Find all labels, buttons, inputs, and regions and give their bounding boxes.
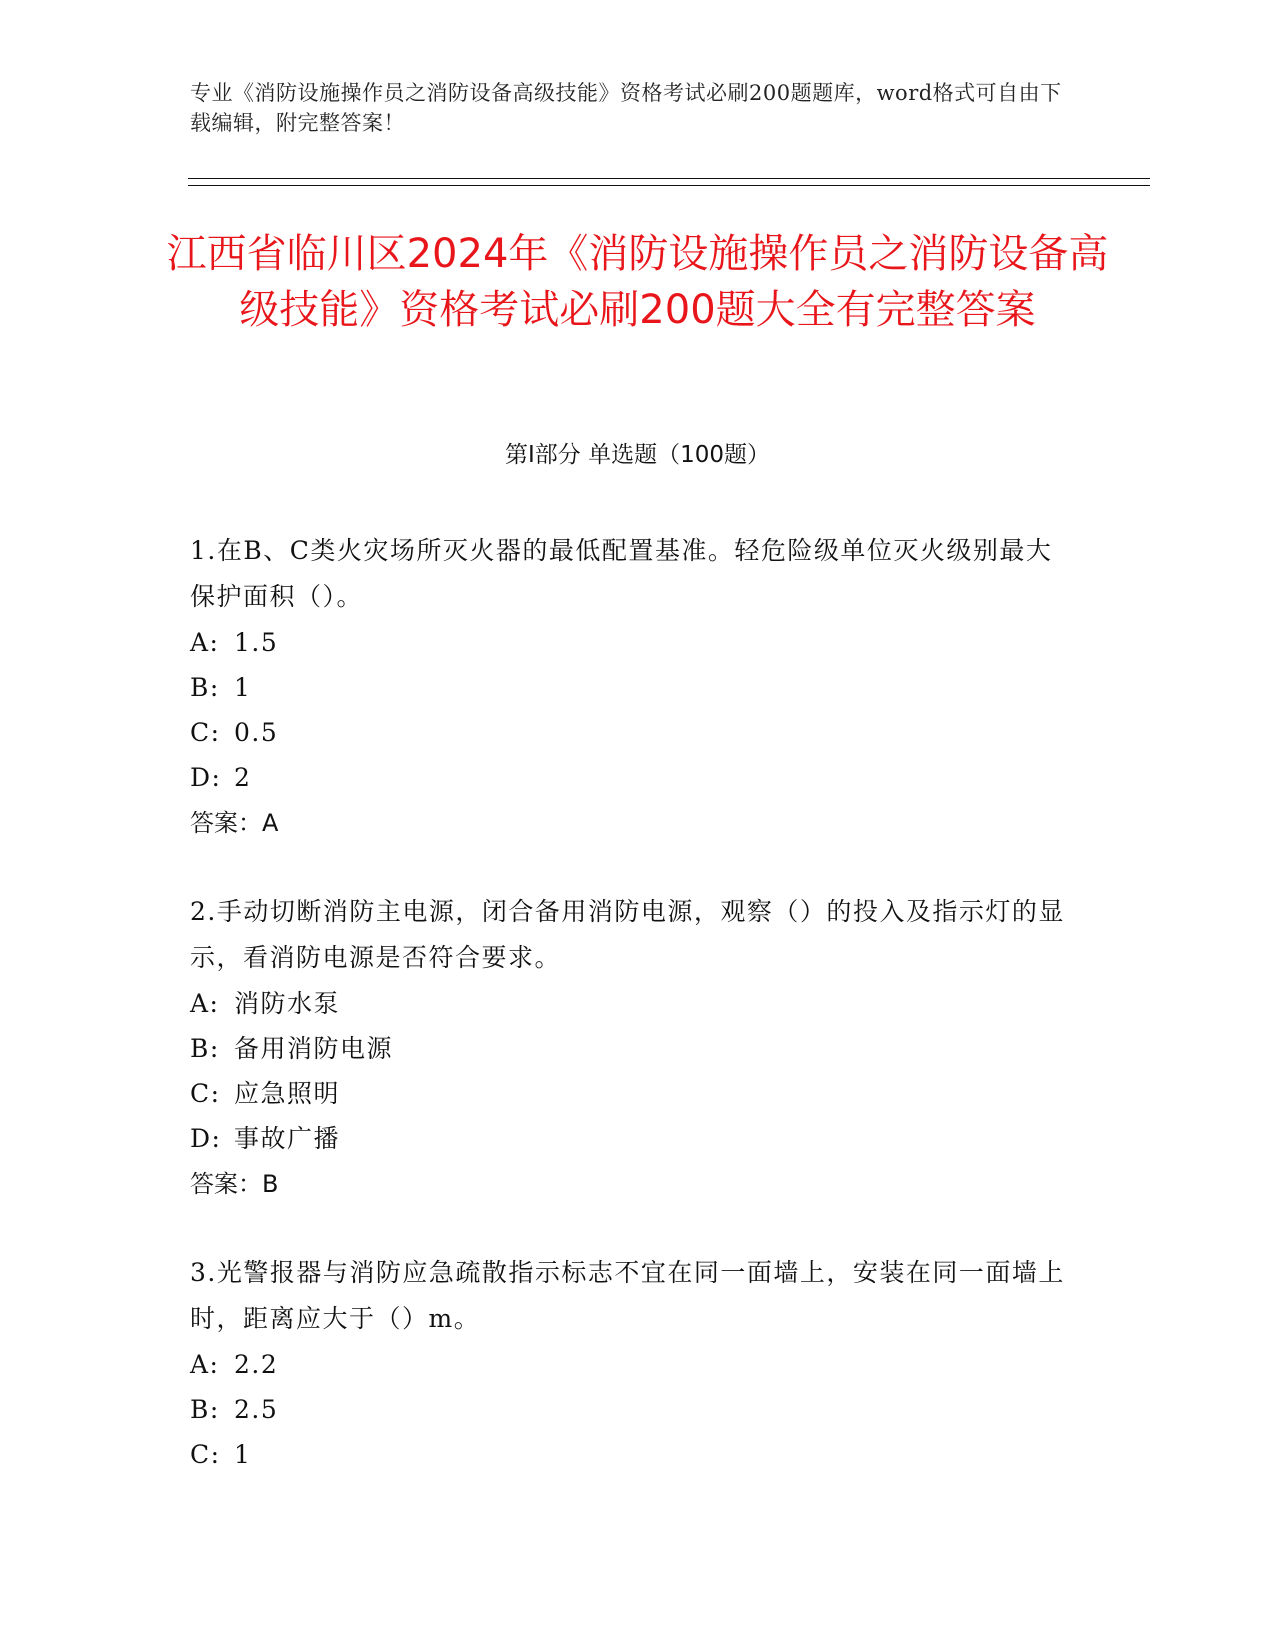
- header-divider-top: [188, 178, 1150, 179]
- question-3: [190, 1250, 1070, 1477]
- question-list: [190, 528, 1070, 1520]
- option-letter: A:: [190, 1350, 220, 1379]
- option-a: [190, 1342, 1070, 1387]
- header-divider-bottom: [188, 185, 1150, 186]
- option-c: [190, 710, 1070, 755]
- option-letter: A:: [190, 989, 220, 1018]
- option-a: [190, 981, 1070, 1026]
- option-text: 1.5: [234, 628, 279, 657]
- option-letter: D:: [190, 763, 222, 792]
- option-text: 应急照明: [234, 1079, 341, 1108]
- answer: 答案：A: [190, 809, 279, 837]
- option-letter: C:: [190, 718, 221, 747]
- option-text: 2: [234, 763, 252, 792]
- option-c: [190, 1071, 1070, 1116]
- option-letter: D:: [190, 1124, 222, 1153]
- option-b: [190, 1387, 1070, 1432]
- question-1: [190, 528, 1070, 846]
- option-text: 消防水泵: [234, 989, 341, 1018]
- option-text: 备用消防电源: [234, 1034, 394, 1063]
- option-b: [190, 1026, 1070, 1071]
- section-heading: 第I部分 单选题（100题）: [505, 442, 770, 468]
- question-stem: 1.在B、C类火灾场所灭火器的最低配置基准。轻危险级单位灭火级别最大保护面积（）。: [190, 536, 1053, 611]
- option-text: 2.5: [234, 1395, 279, 1424]
- question-stem: 3.光警报器与消防应急疏散指示标志不宜在同一面墙上，安装在同一面墙上时，距离应大于（）m。: [190, 1258, 1065, 1333]
- document-title: 江西省临川区2024年《消防设施操作员之消防设备高级技能》资格考试必刷200题大全有完整答案: [166, 231, 1109, 333]
- option-text: 2.2: [234, 1350, 279, 1379]
- answer: 答案：B: [190, 1170, 279, 1198]
- header-note: 专业《消防设施操作员之消防设备高级技能》资格考试必刷200题题库，word格式可自由下载编辑，附完整答案！: [190, 81, 1062, 135]
- option-a: [190, 620, 1070, 665]
- option-letter: C:: [190, 1079, 221, 1108]
- option-c: [190, 1432, 1070, 1477]
- option-d: [190, 755, 1070, 800]
- option-letter: A:: [190, 628, 220, 657]
- option-text: 1: [234, 673, 252, 702]
- option-letter: B:: [190, 1034, 220, 1063]
- option-b: [190, 665, 1070, 710]
- option-d: [190, 1116, 1070, 1161]
- option-letter: B:: [190, 673, 220, 702]
- option-letter: B:: [190, 1395, 220, 1424]
- option-text: 事故广播: [234, 1124, 341, 1153]
- option-text: 0.5: [234, 718, 279, 747]
- question-stem: 2.手动切断消防主电源，闭合备用消防电源，观察（）的投入及指示灯的显示，看消防电源是否符合要求。: [190, 897, 1065, 972]
- question-2: [190, 889, 1070, 1207]
- option-letter: C:: [190, 1440, 221, 1469]
- option-text: 1: [234, 1440, 252, 1469]
